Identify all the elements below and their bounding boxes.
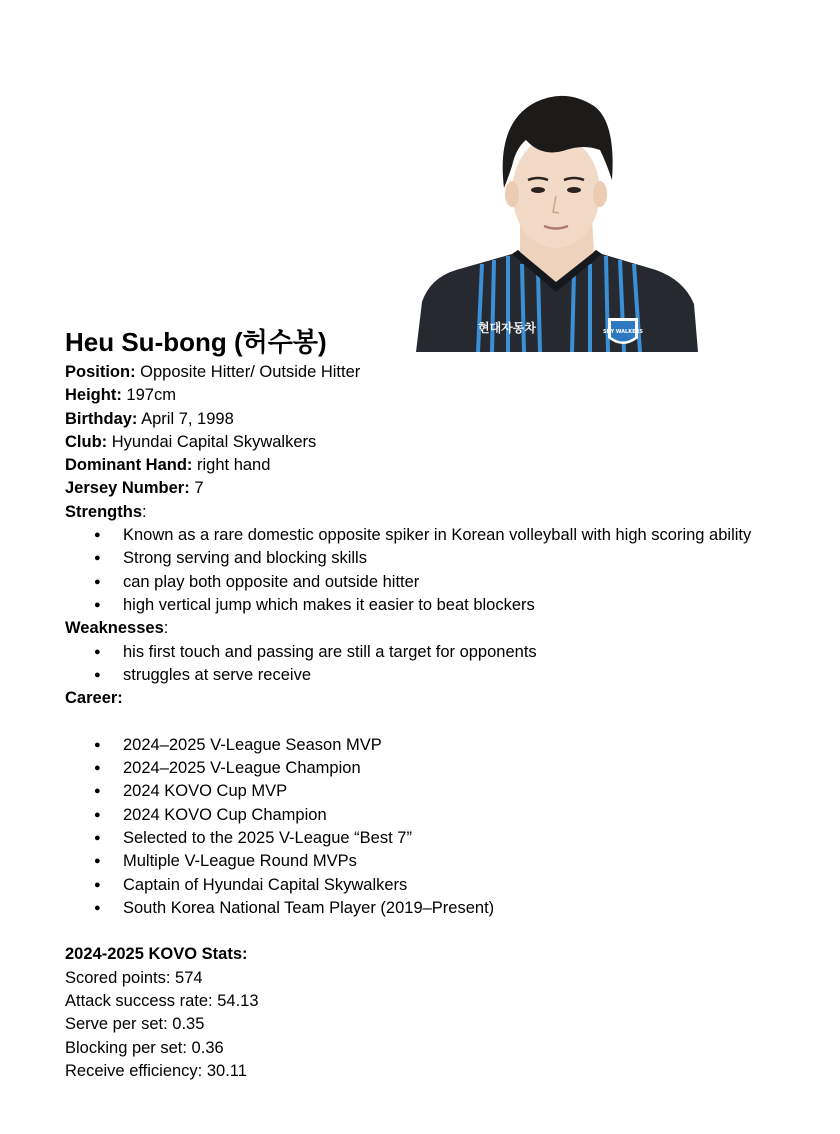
list-item: ● 2024–2025 V-League Champion: [65, 757, 765, 780]
list-item: ● can play both opposite and outside hitter: [65, 571, 765, 594]
stat-line: Scored points: 574: [65, 968, 203, 987]
position-row: [65, 361, 765, 384]
player-photo: [416, 92, 698, 352]
position-label: Position:: [65, 363, 136, 381]
list-item: ● 2024 KOVO Cup MVP: [65, 780, 765, 803]
strengths-list: [65, 524, 765, 617]
position-value: Opposite Hitter/ Outside Hitter: [140, 363, 361, 381]
strengths-heading: Strengths:: [65, 502, 147, 521]
list-item: ● his first touch and passing are still a target for opponents: [65, 641, 765, 664]
list-item: ● 2024–2025 V-League Season MVP: [65, 734, 765, 757]
jersey-number-row: [65, 477, 765, 500]
list-item: ● South Korea National Team Player (2019–Present): [65, 897, 765, 920]
dominant-hand-label: Dominant Hand:: [65, 456, 193, 475]
list-item: ● Strong serving and blocking skills: [65, 547, 765, 570]
list-item: ● Known as a rare domestic opposite spiker in Korean volleyball with high scoring ability: [65, 524, 765, 547]
birthday-value: April 7, 1998: [141, 409, 234, 428]
height-row: [65, 384, 765, 407]
list-item: ● high vertical jump which makes it easier to beat blockers: [65, 594, 765, 617]
club-row: [65, 431, 765, 454]
stat-line: Blocking per set: 0.36: [65, 1038, 224, 1057]
weaknesses-list: [65, 641, 765, 688]
height-value: 197cm: [126, 386, 176, 405]
career-heading: Career:: [65, 689, 123, 708]
stats-heading: 2024-2025 KOVO Stats:: [65, 945, 248, 964]
stat-line: Receive efficiency: 30.11: [65, 1061, 247, 1080]
height-label: Height:: [65, 386, 122, 405]
jersey-logo-text: SKY WALKERS: [603, 329, 643, 335]
weaknesses-label: Weaknesses: [65, 619, 164, 638]
player-name: Heu Su-bong (허수봉): [65, 327, 327, 357]
list-item: ● struggles at serve receive: [65, 664, 765, 687]
birthday-label: Birthday:: [65, 409, 138, 428]
weaknesses-heading: Weaknesses:: [65, 619, 169, 638]
stat-line: Attack success rate: 54.13: [65, 992, 259, 1011]
birthday-row: [65, 408, 765, 431]
club-label: Club:: [65, 432, 108, 451]
list-item: ● 2024 KOVO Cup Champion: [65, 804, 765, 827]
jersey-sponsor-text: 현대자동차: [478, 321, 536, 335]
stat-line: Serve per set: 0.35: [65, 1015, 205, 1034]
jersey-number-label: Jersey Number:: [65, 479, 190, 498]
dominant-hand-value: right hand: [197, 456, 271, 475]
list-item: ● Multiple V-League Round MVPs: [65, 850, 765, 873]
dominant-hand-row: [65, 454, 765, 477]
list-item: ● Selected to the 2025 V-League “Best 7”: [65, 827, 765, 850]
club-value: Hyundai Capital Skywalkers: [111, 432, 317, 451]
player-profile: [65, 361, 765, 1083]
career-list: [65, 734, 765, 920]
strengths-label: Strengths: [65, 502, 143, 521]
jersey-number-value: 7: [194, 479, 204, 498]
list-item: ● Captain of Hyundai Capital Skywalkers: [65, 874, 765, 897]
